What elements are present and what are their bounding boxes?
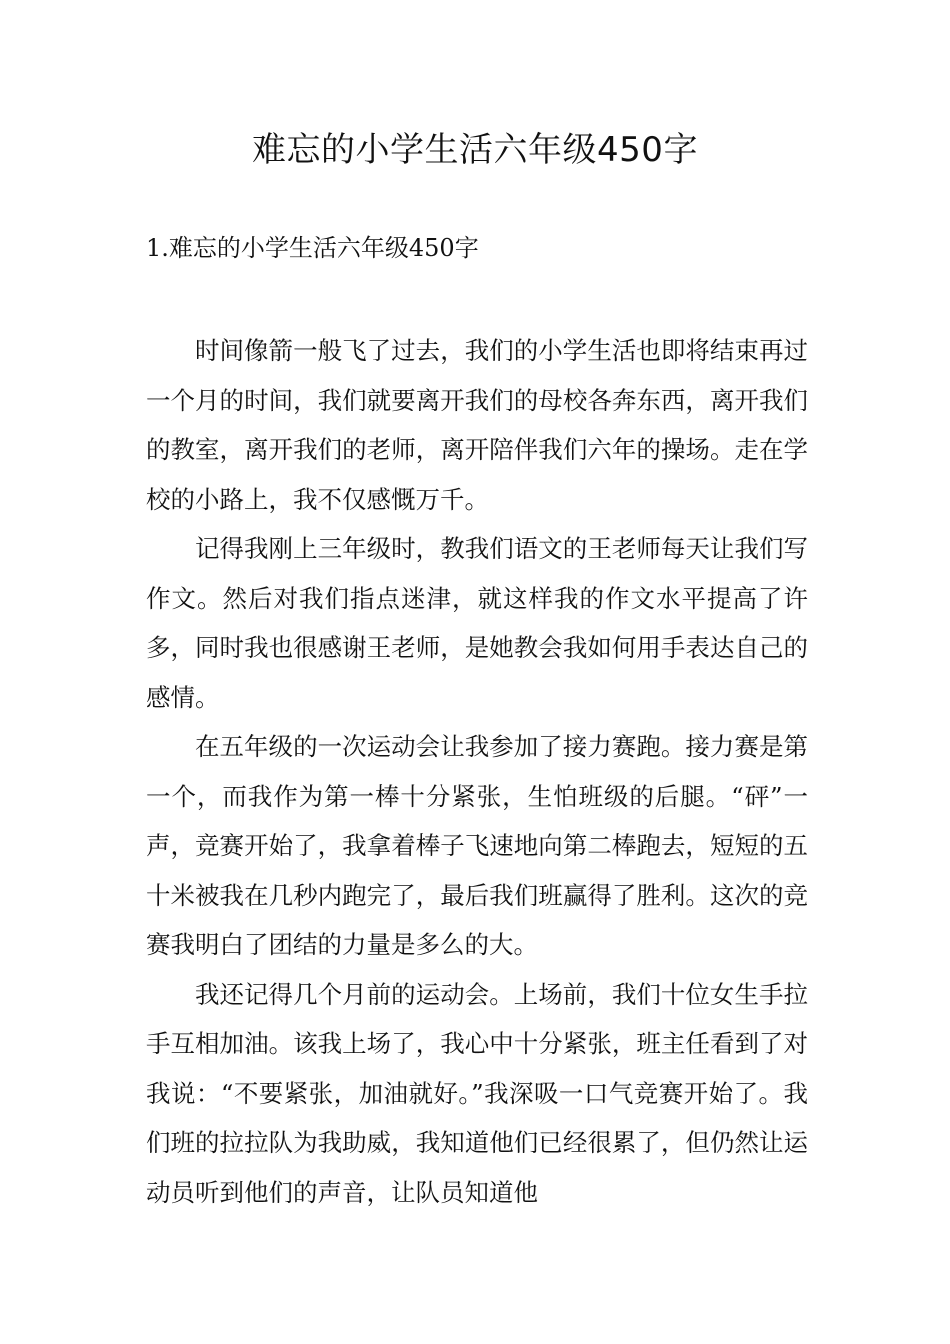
paragraph-1: 时间像箭一般飞了过去，我们的小学生活也即将结束再过一个月的时间，我们就要离开我们的母校各奔东西，离开我们的教室，离开我们的老师，离开陪伴我们六年的操场。走在学校的小路上，我不仅感慨万千。: [146, 336, 808, 514]
paragraph-4: 我还记得几个月前的运动会。上场前，我们十位女生手拉手互相加油。该我上场了，我心中十分紧张，班主任看到了对我说：“不要紧张，加油就好。”我深吸一口气竞赛开始了。我们班的拉拉队为我助威，我知道他们已经很累了，但仍然让运动员听到他们的声音，让队员知道他: [146, 979, 808, 1207]
paragraph-3: 在五年级的一次运动会让我参加了接力赛跑。接力赛是第一个，而我作为第一棒十分紧张，生怕班级的后腿。“砰”一声，竞赛开始了，我拿着棒子飞速地向第二棒跑去，短短的五十米被我在几秒内跑完了，最后我们班赢得了胜利。这次的竞赛我明白了团结的力量是多么的大。: [146, 732, 808, 959]
section-heading: 1.难忘的小学生活六年级450字: [146, 234, 479, 262]
page-title: 难忘的小学生活六年级450字: [252, 130, 698, 170]
article-body: [146, 326, 808, 1217]
paragraph-2: 记得我刚上三年级时，教我们语文的王老师每天让我们写作文。然后对我们指点迷津，就这样我的作文水平提高了许多，同时我也很感谢王老师，是她教会我如何用手表达自己的感情。: [146, 534, 808, 712]
